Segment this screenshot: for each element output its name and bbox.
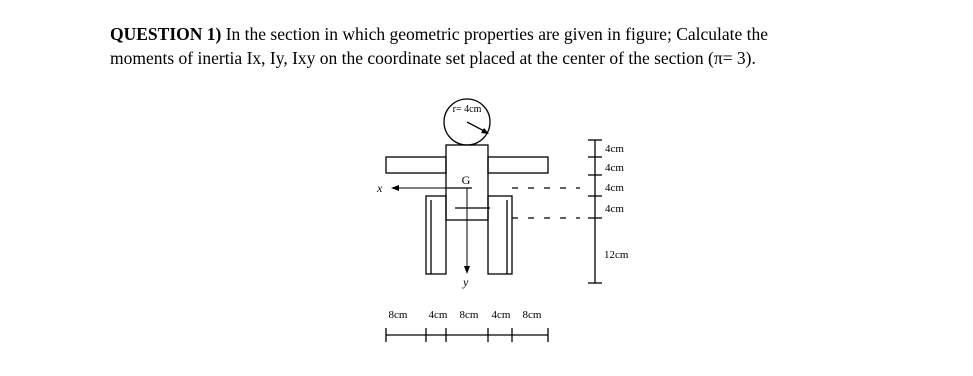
x-axis-label: x [377,181,383,195]
vertical-dim-label: 12cm [604,249,629,261]
horizontal-dim-label: 4cm [491,309,511,321]
horizontal-dim-label: 8cm [459,309,479,321]
y-axis-arrow [464,266,470,274]
left-arm [386,157,446,173]
vertical-dim-label: 4cm [605,203,624,215]
horizontal-dim-label: 8cm [388,309,408,321]
vertical-dim-label: 4cm [605,143,624,155]
right-arm [488,157,548,173]
horizontal-dim-label: 4cm [428,309,448,321]
right-leg [488,196,512,274]
vertical-dim-label: 4cm [605,162,624,174]
radius-label: r= 4cm [452,104,482,115]
centroid-label: G [461,173,471,187]
question-line-1: In the section in which geometric properties are given in figure; Calculate the [225,24,769,44]
question-label: QUESTION 1) [110,24,222,44]
horizontal-dim-label: 8cm [522,309,542,321]
x-axis-arrow [391,185,399,191]
y-axis-label: y [463,275,469,289]
left-leg [426,196,446,274]
vertical-dim-label: 4cm [605,182,624,194]
question-line-2: moments of inertia Ix, Iy, Ixy on the coordinate set placed at the center of the section (π= 3). [110,48,756,68]
